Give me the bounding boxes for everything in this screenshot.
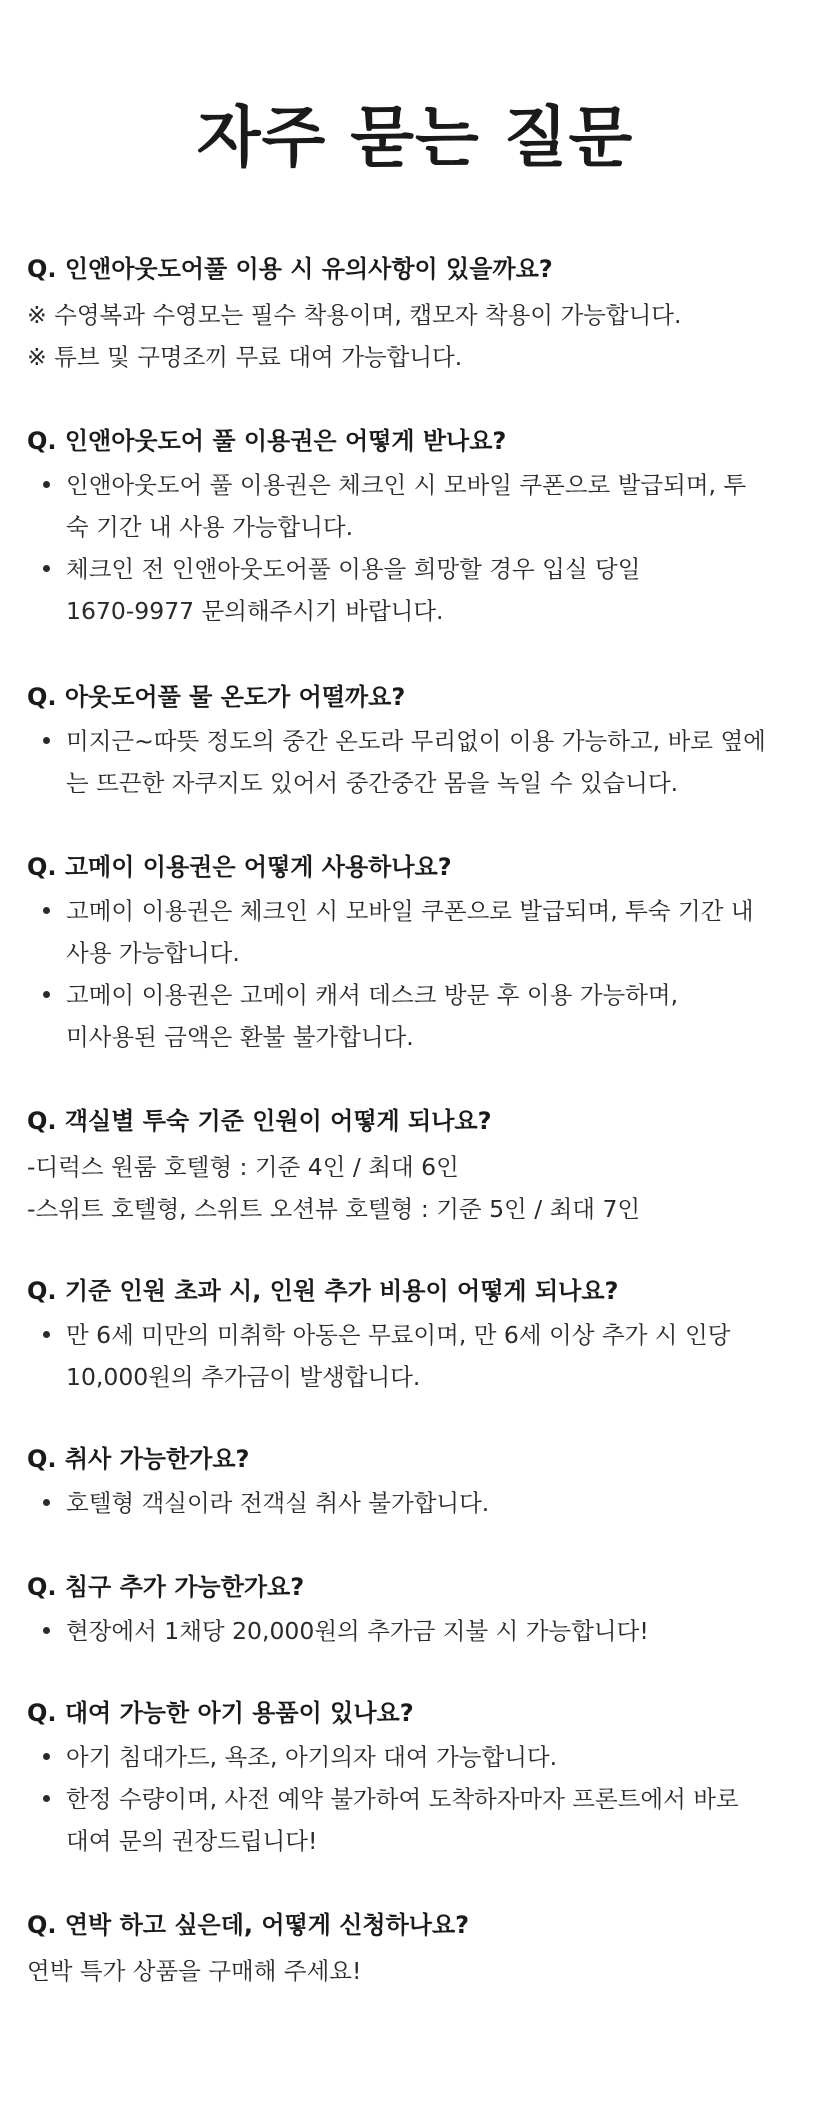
faq-question: Q. 인앤아웃도어풀 이용 시 유의사항이 있을까요?: [27, 255, 553, 283]
bullet-dot-icon: [43, 907, 50, 914]
answer-line: -디럭스 원룸 호텔형 : 기준 4인 / 최대 6인: [27, 1153, 459, 1181]
answer-text: 고메이 이용권은 체크인 시 모바일 쿠폰으로 발급되며, 투숙 기간 내 사용 가능합니다.: [66, 897, 754, 967]
bullet-dot-icon: [43, 481, 50, 488]
bullet-dot-icon: [43, 1331, 50, 1338]
answer-line: 연박 특가 상품을 구매해 주세요!: [27, 1957, 362, 1985]
page-title: 자주 묻는 질문: [196, 99, 634, 176]
faq-item: [27, 1696, 807, 1862]
bullet-dot-icon: [43, 737, 50, 744]
answer-line: -스위트 호텔형, 스위트 오션뷰 호텔형 : 기준 5인 / 최대 7인: [27, 1195, 641, 1223]
bullet-dot-icon: [43, 991, 50, 998]
list-item: [27, 1314, 807, 1398]
answer-text: 한정 수량이며, 사전 예약 불가하여 도착하자마자 프론트에서 바로 대여 문의 권장드립니다!: [66, 1785, 739, 1855]
faq-item: [27, 1104, 807, 1230]
faq-item: [27, 424, 807, 632]
faq-question: Q. 객실별 투숙 기준 인원이 어떻게 되나요?: [27, 1107, 492, 1135]
faq-answer-list: [27, 1314, 807, 1398]
faq-question: Q. 아웃도어풀 물 온도가 어떨까요?: [27, 683, 406, 711]
faq-item: [27, 850, 807, 1058]
answer-line: ※ 튜브 및 구명조끼 무료 대여 가능합니다.: [27, 343, 463, 371]
list-item: [27, 720, 807, 804]
answer-text: 현장에서 1채당 20,000원의 추가금 지불 시 가능합니다!: [66, 1617, 649, 1645]
faq-question: Q. 연박 하고 싶은데, 어떻게 신청하나요?: [27, 1911, 470, 1939]
faq-question: Q. 기준 인원 초과 시, 인원 추가 비용이 어떻게 되나요?: [27, 1277, 619, 1305]
list-item: [27, 1482, 807, 1524]
faq-question: Q. 인앤아웃도어 풀 이용권은 어떻게 받나요?: [27, 427, 507, 455]
list-item: [27, 548, 807, 632]
faq-question: Q. 침구 추가 가능한가요?: [27, 1573, 305, 1601]
faq-item: [27, 252, 807, 378]
answer-text: 체크인 전 인앤아웃도어풀 이용을 희망할 경우 입실 당일 1670-9977 문의해주시기 바랍니다.: [66, 555, 641, 625]
list-item: [27, 1736, 807, 1778]
faq-question: Q. 고메이 이용권은 어떻게 사용하나요?: [27, 853, 452, 881]
list-item: [27, 890, 807, 974]
answer-text: 호텔형 객실이라 전객실 취사 불가합니다.: [66, 1489, 490, 1517]
faq-item: [27, 680, 807, 804]
bullet-dot-icon: [43, 1627, 50, 1634]
faq-question: Q. 대여 가능한 아기 용품이 있나요?: [27, 1699, 414, 1727]
answer-text: 만 6세 미만의 미취학 아동은 무료이며, 만 6세 이상 추가 시 인당 10,000원의 추가금이 발생합니다.: [66, 1321, 731, 1391]
list-item: [27, 1778, 807, 1862]
answer-text: 고메이 이용권은 고메이 캐셔 데스크 방문 후 이용 가능하며, 미사용된 금액은 환불 불가합니다.: [66, 981, 679, 1051]
faq-item: [27, 1570, 807, 1652]
faq-answer-list: [27, 1482, 807, 1524]
faq-answer: [27, 294, 807, 378]
list-item: [27, 1610, 807, 1652]
faq-question: Q. 취사 가능한가요?: [27, 1445, 250, 1473]
answer-text: 아기 침대가드, 욕조, 아기의자 대여 가능합니다.: [66, 1743, 558, 1771]
bullet-dot-icon: [43, 1753, 50, 1760]
answer-text: 인앤아웃도어 풀 이용권은 체크인 시 모바일 쿠폰으로 발급되며, 투 숙 기간 내 사용 가능합니다.: [66, 471, 747, 541]
bullet-dot-icon: [43, 1795, 50, 1802]
answer-text: 미지근~따뜻 정도의 중간 온도라 무리없이 이용 가능하고, 바로 옆에 는 뜨끈한 자쿠지도 있어서 중간중간 몸을 녹일 수 있습니다.: [66, 727, 766, 797]
bullet-dot-icon: [43, 1499, 50, 1506]
faq-answer-list: [27, 720, 807, 804]
faq-answer: [27, 1950, 807, 1992]
faq-answer-list: [27, 464, 807, 632]
bullet-dot-icon: [43, 565, 50, 572]
list-item: [27, 974, 807, 1058]
faq-answer-list: [27, 1736, 807, 1862]
answer-line: ※ 수영복과 수영모는 필수 착용이며, 캡모자 착용이 가능합니다.: [27, 301, 682, 329]
list-item: [27, 464, 807, 548]
faq-item: [27, 1908, 807, 1992]
faq-answer-list: [27, 1610, 807, 1652]
faq-item: [27, 1274, 807, 1398]
faq-item: [27, 1442, 807, 1524]
faq-answer-list: [27, 890, 807, 1058]
faq-answer: [27, 1146, 807, 1230]
